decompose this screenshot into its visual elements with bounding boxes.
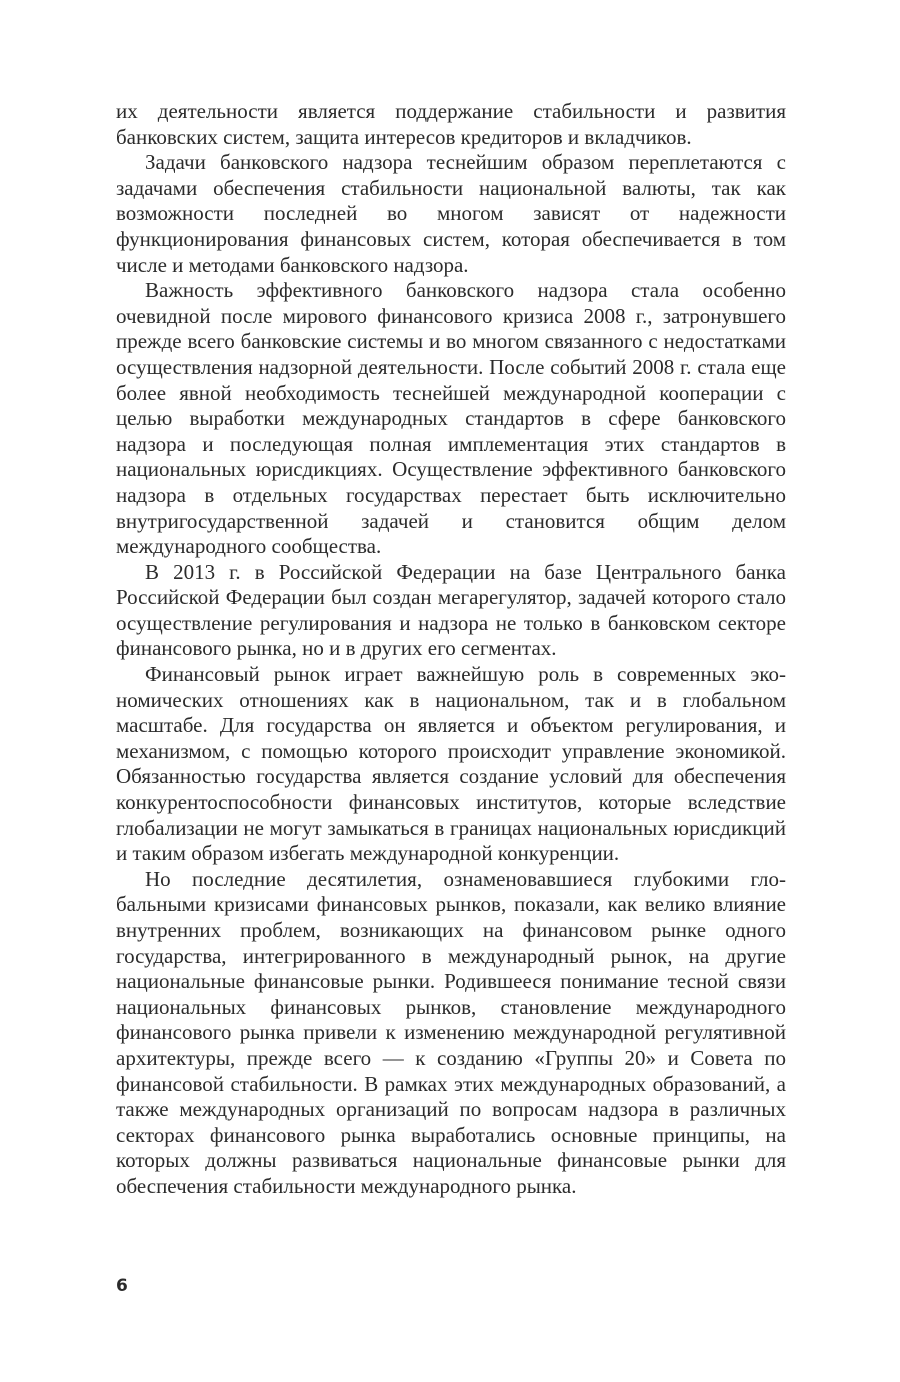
- paragraph: Важность эффективного банковского надзора стала особенно очевидной после мирового финансового кризиса 2008 г., затронувшего прежде всего банковские системы и во многом связанного с недостатками осуществления надзорной деятельности. После событий 2008 г. стала еще более явной необходимость теснейшей международной кооперации с целью выработки международных стандартов в сфере банковского надзора и последующая полная имплементация этих стандартов в национальных юрисдикциях. Осуществление эффективного банковского надзора в отдельных государствах перестает быть исключительно внутригосударственной задачей и становится общим делом международного сообщества.: [116, 278, 786, 559]
- paragraph: Финансовый рынок играет важнейшую роль в современных экономических отношениях как в национальном, так и в глобальном масштабе. Для государства он является и объектом регулирования, и механизмом, с помощью которого происходит управление экономикой. Обязанностью государства является создание условий для обеспечения конкурентоспособности финансовых институтов, которые вследствие глобализации не могут замыкаться в границах национальных юрисдикций и таким образом избегать международной конкуренции.: [116, 662, 786, 866]
- page-number: 6: [116, 1276, 128, 1296]
- paragraph: Задачи банковского надзора теснейшим образом переплетаются с задачами обеспечения стабильности национальной валюты, так как возможности последней во многом зависят от надежности функционирования финансовых систем, которая обеспечивается в том числе и методами банковского надзора.: [116, 150, 786, 277]
- paragraph: Но последние десятилетия, ознаменовавшиеся глубокими глобальными кризисами финансовых рынков, показали, как велико влияние внутренних проблем, возникающих на финансовом рынке одного государства, интегрированного в международный рынок, на другие национальные финансовые рынки. Родившееся понимание тесной связи национальных финансовых рынков, становление международного финансового рынка привели к изменению международной регулятивной архитектуры, прежде всего — к созданию «Группы 20» и Совета по финансовой стабильности. В рамках этих международных образований, а также международных организаций по вопросам надзора в различных секторах финансового рынка выработались основные принципы, на которых должны развиваться национальные финансовые рынки для обеспечения стабильности международного рынка.: [116, 866, 786, 1198]
- paragraph: В 2013 г. в Российской Федерации на базе Центрального банка Российской Федерации был создан мегарегулятор, задачей которого стало осуществление регулирования и надзора не только в банковском секторе финансового рынка, но и в других его сегментах.: [116, 559, 786, 661]
- paragraph-continuation: их деятельности является поддержание стабильности и развития банковских систем, защита интересов кредиторов и вкладчиков.: [116, 99, 786, 149]
- page-body: [116, 99, 786, 1200]
